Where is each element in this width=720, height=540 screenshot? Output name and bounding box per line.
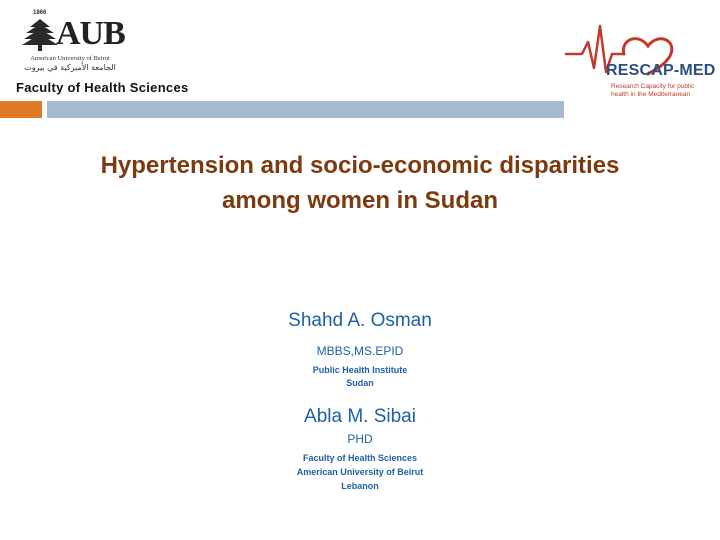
slide-title xyxy=(40,148,680,218)
author-2-name: Abla M. Sibai xyxy=(304,406,416,427)
accent-bar-blue xyxy=(47,101,564,118)
author-2-affiliation-line: Lebanon xyxy=(341,481,379,491)
aub-logo-letters: AUB xyxy=(56,15,125,52)
rescap-tagline xyxy=(611,83,694,98)
author-2-affiliation-line: Faculty of Health Sciences xyxy=(302,453,418,463)
author-1-affiliation-line: Sudan xyxy=(346,378,374,388)
author-1-name: Shahd A. Osman xyxy=(288,310,432,331)
aub-university-name: American University of Beirut xyxy=(30,55,110,62)
author-1-affiliation-line: Public Health Institute xyxy=(312,365,408,375)
faculty-header: Faculty of Health Sciences xyxy=(16,80,189,95)
cedar-tree-icon xyxy=(22,18,58,52)
aub-arabic-name: الجامعة الأميركية في بيروت xyxy=(24,63,116,72)
accent-bar-orange xyxy=(0,101,42,118)
aub-founding-year: 1866 xyxy=(33,10,47,16)
author-2-affiliation xyxy=(0,451,720,493)
slide-title-line2: among women in Sudan xyxy=(221,187,498,214)
rescap-logo-name: RESCAP-MED xyxy=(606,62,716,79)
rescap-tagline-line1: Research Capacity for public xyxy=(611,83,695,90)
rescap-tagline-line2: health in the Mediterranean xyxy=(611,90,691,98)
author-1-affiliation xyxy=(0,364,720,390)
author-1-degree: MBBS,MS.EPID xyxy=(316,344,404,358)
author-2-affiliation-line: American University of Beirut xyxy=(296,467,424,477)
slide-title-line1: Hypertension and socio-economic disparities xyxy=(100,152,620,179)
author-2-degree: PHD xyxy=(347,432,373,446)
